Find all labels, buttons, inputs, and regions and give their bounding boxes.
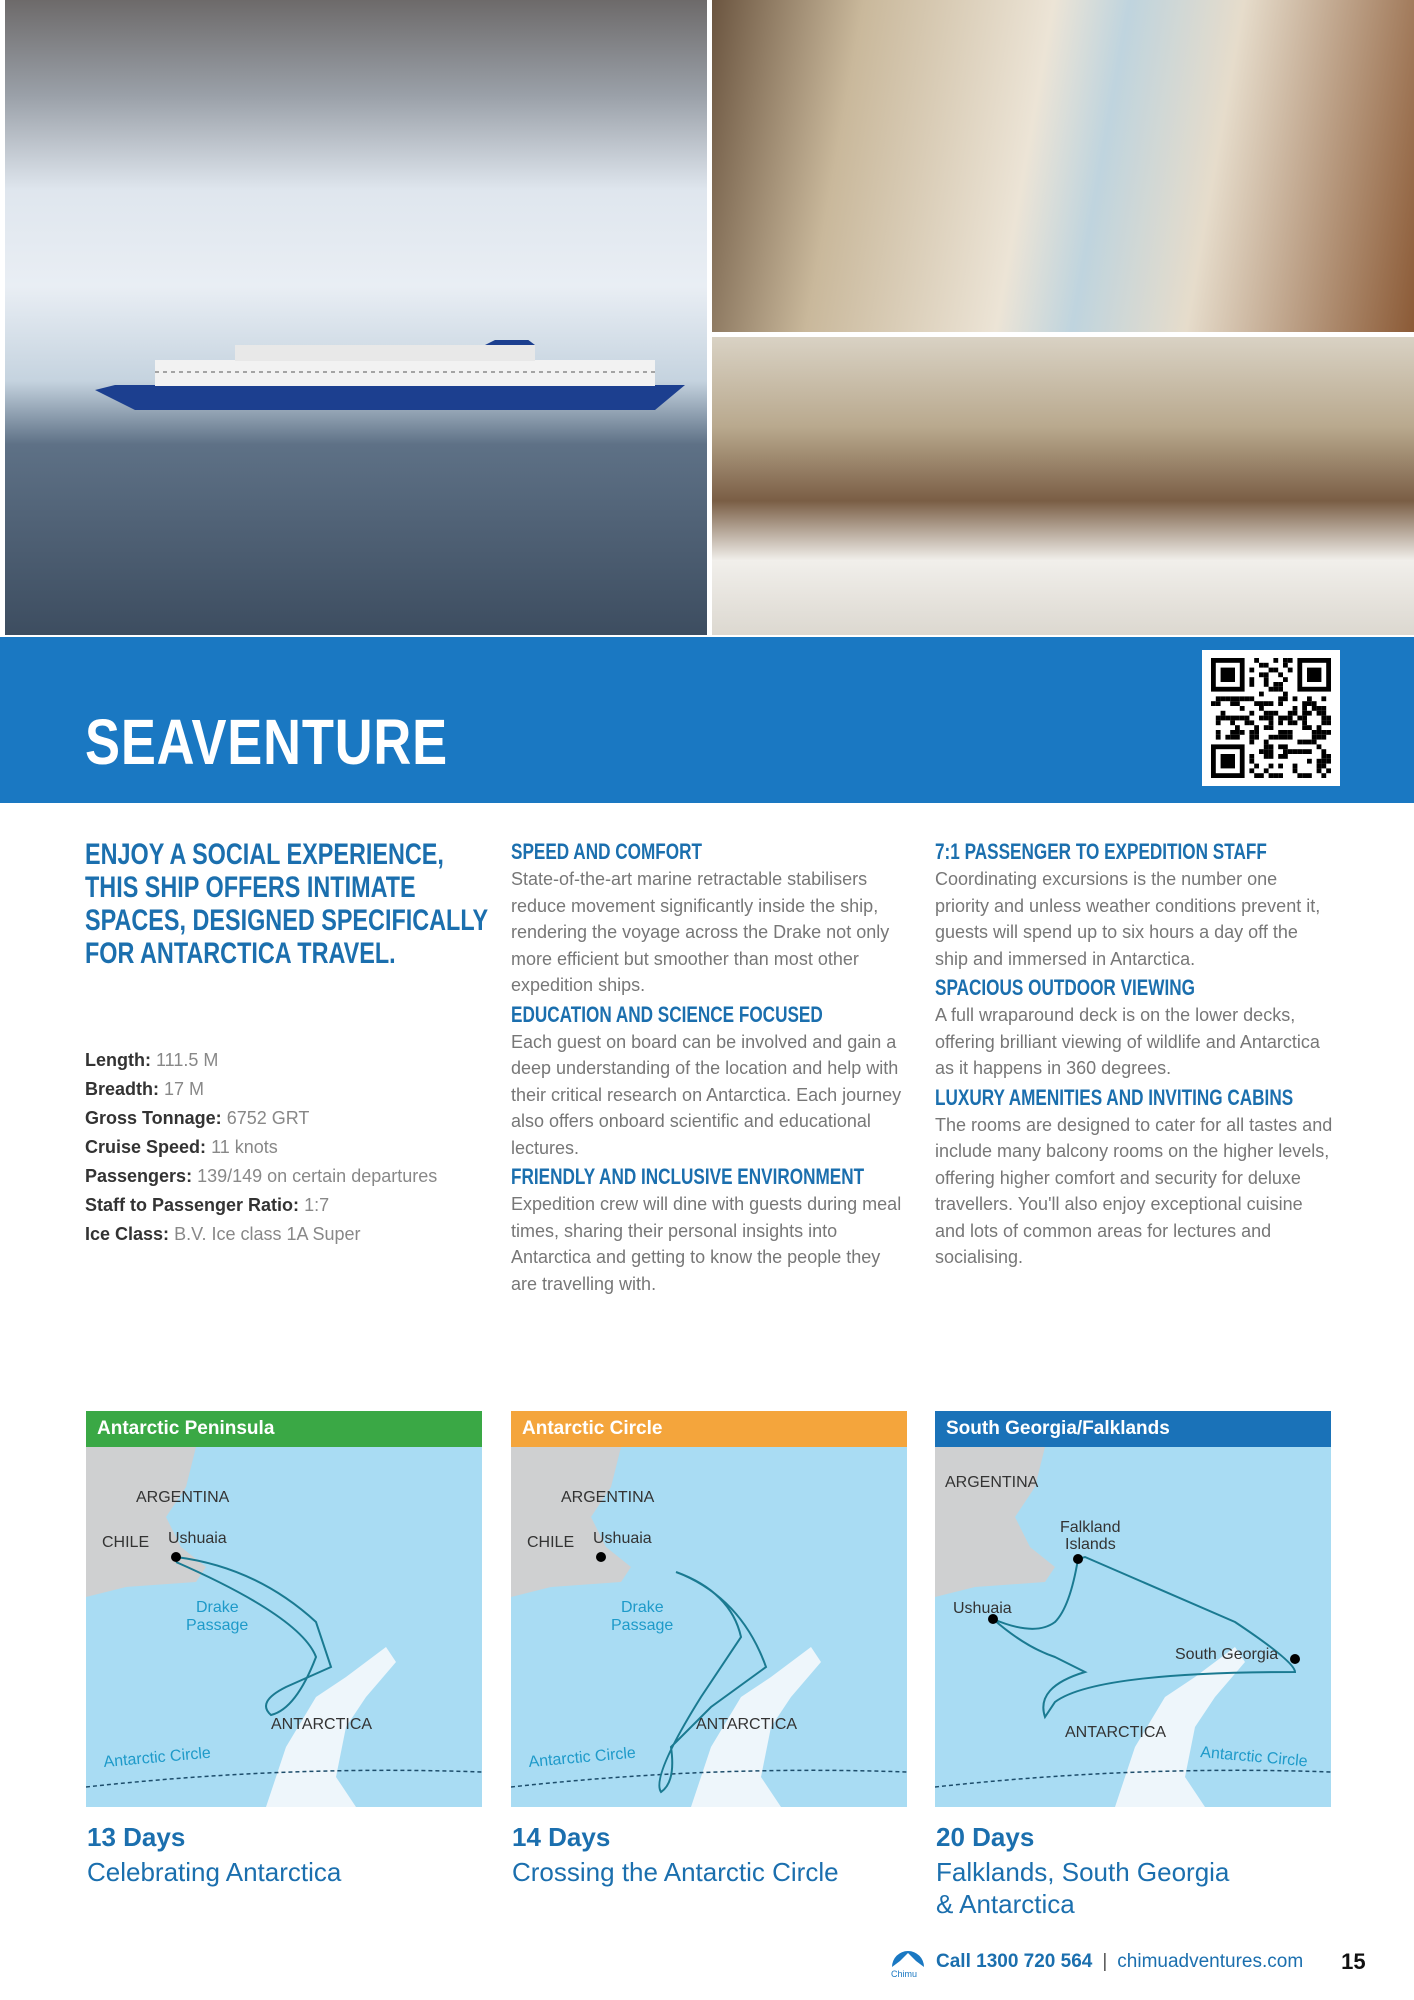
section-body: Coordinating excursions is the number one priority and unless weather conditions prevent it, guests will spend up to six hours a day off the ship and immersed in Antarctica. — [935, 869, 1321, 969]
ushuaia-marker — [596, 1552, 606, 1562]
map-label: Ushuaia — [168, 1530, 227, 1547]
feature-section — [935, 1084, 1335, 1271]
trip-duration: 13 Days — [87, 1822, 186, 1852]
spec-row — [85, 1191, 495, 1220]
map-label: Ushuaia — [593, 1530, 652, 1547]
spec-value: 139/149 on certain departures — [197, 1166, 438, 1186]
ship-illustration — [95, 340, 685, 410]
spec-row — [85, 1220, 495, 1249]
spec-row — [85, 1046, 495, 1075]
qr-pattern — [1210, 658, 1332, 778]
feature-section — [935, 838, 1335, 972]
map-label: Antarctic Circle — [102, 1744, 212, 1771]
section-heading: SPEED AND COMFORT — [511, 839, 702, 864]
map-label: Drake — [196, 1599, 239, 1616]
route-map[interactable] — [935, 1411, 1331, 1807]
spec-label: Length: — [85, 1050, 151, 1070]
map-label: CHILE — [527, 1534, 575, 1551]
spec-label: Passengers: — [85, 1166, 193, 1186]
section-body: State-of-the-art marine retractable stabilisers reduce movement significantly inside the ship, rendering the voyage across the Drake not only more efficient but smoother than most other expedition ships. — [511, 869, 890, 995]
map-label: Islands — [1065, 1536, 1116, 1553]
dining-room-photo — [712, 337, 1414, 635]
map-label: Drake — [621, 1599, 664, 1616]
ushuaia-marker — [171, 1552, 181, 1562]
feature-section — [511, 1163, 911, 1297]
spec-row — [85, 1162, 495, 1191]
section-body: The rooms are designed to cater for all tastes and include many balcony rooms on the higher levels, offering higher comfort and security for deluxe travellers. You'll also enjoy exceptional cuisine and lots of common areas for lectures and socialising. — [935, 1114, 1333, 1267]
spec-value: B.V. Ice class 1A Super — [174, 1224, 361, 1244]
cabin-photo — [712, 0, 1414, 332]
chimu-logo-icon — [890, 1945, 926, 1979]
trip-duration: 20 Days — [936, 1822, 1035, 1852]
separator: | — [1102, 1951, 1108, 1972]
spec-value: 6752 GRT — [226, 1108, 310, 1128]
spec-row — [85, 1104, 495, 1133]
south-america-land — [935, 1447, 1055, 1597]
spec-label: Ice Class: — [85, 1224, 170, 1244]
map-label: Antarctic Circle — [1199, 1744, 1309, 1771]
section-heading: SPACIOUS OUTDOOR VIEWING — [935, 975, 1195, 1000]
page-number: 15 — [1341, 1949, 1366, 1974]
section-body: A full wraparound deck is on the lower decks, offering brilliant viewing of wildlife and Antarctica as it happens in 360 degrees. — [935, 1005, 1320, 1078]
map-label: CHILE — [102, 1534, 150, 1551]
map-header: Antarctic Peninsula — [86, 1411, 482, 1447]
trip-duration: 14 Days — [512, 1822, 611, 1852]
spec-label: Gross Tonnage: — [85, 1108, 222, 1128]
section-heading: EDUCATION AND SCIENCE FOCUSED — [511, 1001, 823, 1027]
column-3 — [935, 838, 1335, 1273]
feature-section — [511, 838, 911, 999]
column-2 — [511, 838, 911, 1299]
section-heading: LUXURY AMENITIES AND INVITING CABINS — [935, 1084, 1294, 1110]
trip-name-link[interactable] — [936, 1856, 1229, 1920]
spec-value: 1:7 — [304, 1195, 330, 1215]
map-label: Antarctic Circle — [527, 1744, 637, 1771]
south-america-land — [86, 1447, 206, 1597]
section-heading: 7:1 PASSENGER TO EXPEDITION STAFF — [935, 839, 1267, 864]
map-label: ANTARCTICA — [1065, 1724, 1167, 1741]
map-label: ANTARCTICA — [696, 1716, 798, 1733]
map-label: ANTARCTICA — [271, 1716, 373, 1733]
map-header: Antarctic Circle — [511, 1411, 907, 1447]
spec-label: Staff to Passenger Ratio: — [85, 1195, 300, 1215]
section-body: Each guest on board can be involved and gain a deep understanding of the location and help with their critical research on Antarctica. Each journey also offers onboard scientific and educational lectures. — [511, 1031, 902, 1158]
spec-value: 17 M — [164, 1079, 205, 1099]
spec-label: Cruise Speed: — [85, 1137, 207, 1157]
trip-name-line: & Antarctica — [936, 1889, 1075, 1919]
trip-name-line: Falklands, South Georgia — [936, 1857, 1230, 1887]
lead-heading: ENJOY A SOCIAL EXPERIENCE, THIS SHIP OFFERS INTIMATE SPACES, DESIGNED SPECIFICALLY FOR ANTARCTICA TRAVEL. — [85, 838, 488, 970]
svg-text:Chimu: Chimu — [891, 1969, 918, 1979]
footer — [890, 1942, 1366, 1982]
feature-section — [511, 1001, 911, 1162]
section-body: Expedition crew will dine with guests during meal times, sharing their personal insights into Antarctica and getting to know the people they are travelling with. — [511, 1194, 902, 1294]
spec-row — [85, 1133, 495, 1162]
phone-link[interactable]: Call 1300 720 564 — [936, 1951, 1093, 1972]
map-label: ARGENTINA — [945, 1474, 1039, 1491]
ship-photo — [5, 0, 707, 635]
spec-row — [85, 1075, 495, 1104]
column-1 — [85, 838, 495, 1249]
route-map[interactable] — [86, 1411, 482, 1807]
map-label: South Georgia — [1175, 1646, 1279, 1663]
spec-label: Breadth: — [85, 1079, 160, 1099]
route-map[interactable] — [511, 1411, 907, 1807]
trip-name-link[interactable]: Celebrating Antarctica — [87, 1857, 342, 1887]
section-heading: FRIENDLY AND INCLUSIVE ENVIRONMENT — [511, 1164, 865, 1189]
map-label: ARGENTINA — [136, 1489, 230, 1506]
spec-value: 111.5 M — [156, 1050, 219, 1070]
map-label: Passage — [611, 1617, 674, 1634]
map-label: Passage — [186, 1617, 249, 1634]
south-america-land — [511, 1447, 631, 1597]
spec-value: 11 knots — [211, 1137, 278, 1157]
map-header: South Georgia/Falklands — [935, 1411, 1331, 1447]
qr-code[interactable] — [1202, 650, 1340, 786]
feature-section — [935, 974, 1335, 1082]
page-title: SEAVENTURE — [85, 706, 448, 778]
route-line — [176, 1557, 331, 1715]
map-label: Ushuaia — [953, 1600, 1012, 1617]
map-label: ARGENTINA — [561, 1489, 655, 1506]
south-georgia-marker — [1290, 1654, 1300, 1664]
falklands-marker — [1073, 1554, 1083, 1564]
trip-name-link[interactable]: Crossing the Antarctic Circle — [512, 1857, 839, 1887]
website-link[interactable]: chimuadventures.com — [1117, 1951, 1304, 1972]
ship-specs — [85, 1046, 495, 1249]
map-label: Falkland — [1060, 1519, 1121, 1536]
